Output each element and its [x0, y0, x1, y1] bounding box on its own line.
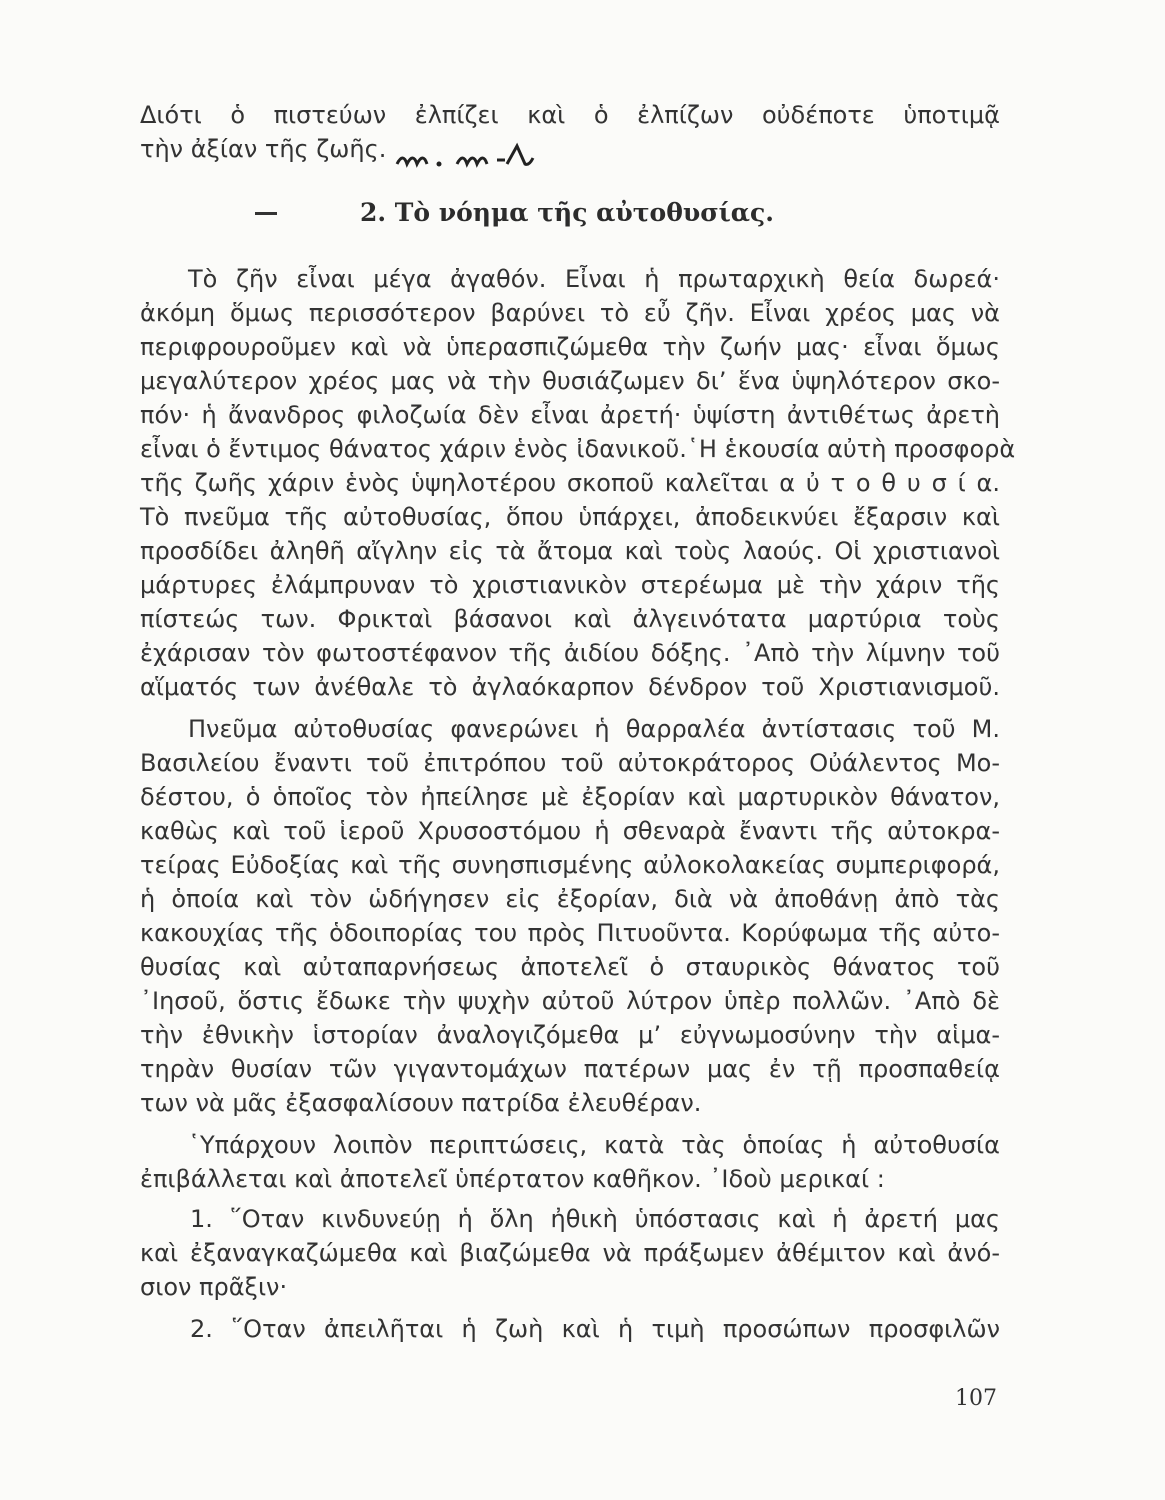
- text-line: ἡ ὁποία καὶ τὸν ὡδήγησεν εἰς ἐξορίαν, διὰ νὰ ἀποθάνῃ ἀπὸ τὰς: [140, 885, 1000, 913]
- text-line: αἵματός των ἀνέθαλε τὸ ἀγλαόκαρπον δένδρον τοῦ Χριστιανισμοῦ.: [140, 673, 1000, 701]
- text-line: ᾿Ιησοῦ, ὅστις ἔδωκε τὴν ψυχὴν αὐτοῦ λύτρον ὑπὲρ πολλῶν. ᾿Απὸ δὲ: [140, 987, 1000, 1015]
- text-line: κακουχίας τῆς ὁδοιπορίας του πρὸς Πιτυοῦντα. Κορύφωμα τῆς αὐτο-: [140, 919, 1000, 947]
- text-line: θυσίας καὶ αὐταπαρνήσεως ἀποτελεῖ ὁ σταυρικὸς θάνατος τοῦ: [140, 953, 1000, 981]
- text-line: μάρτυρες ἐλάμπρυναν τὸ χριστιανικὸν στερέωμα μὲ τὴν χάριν τῆς: [140, 571, 1000, 599]
- list-item-continuation: σιον πρᾶξιν·: [140, 1273, 288, 1301]
- text-line: τηρὰν θυσίαν τῶν γιγαντομάχων πατέρων μας ἐν τῇ προσπαθείᾳ: [140, 1055, 1000, 1083]
- text-line: περιφρουροῦμεν καὶ νὰ ὑπερασπιζώμεθα τὴν ζωήν μας· εἶναι ὅμως: [140, 333, 1000, 361]
- text-line: Τὸ πνεῦμα τῆς αὐτοθυσίας, ὅπου ὑπάρχει, ἀποδεικνύει ἔξαρσιν καὶ: [140, 503, 1000, 531]
- text-line: πόν· ἡ ἄνανδρος φιλοζωία δὲν εἶναι ἀρετή· ὑψίστη ἀντιθέτως ἀρετὴ: [140, 401, 1000, 429]
- text-line: καθὼς καὶ τοῦ ἱεροῦ Χρυσοστόμου ἡ σθεναρὰ ἔναντι τῆς αὐτοκρα-: [140, 817, 1000, 845]
- text-line: Διότι ὁ πιστεύων ἐλπίζει καὶ ὁ ἐλπίζων οὐδέποτε ὑποτιμᾷ: [140, 101, 1000, 129]
- section-heading: 2. Τὸ νόημα τῆς αὐτοθυσίας.: [360, 198, 774, 227]
- text-line: τείρας Εὐδοξίας καὶ τῆς συνησπισμένης αὐλοκολακείας συμπεριφορά,: [140, 851, 1000, 879]
- text-line: προσδίδει ἀληθῆ αἴγλην εἰς τὰ ἄτομα καὶ τοὺς λαούς. Οἱ χριστιανοὶ: [140, 537, 1000, 565]
- text-line: Τὸ ζῆν εἶναι μέγα ἀγαθόν. Εἶναι ἡ πρωταρχικὴ θεία δωρεά·: [188, 265, 1000, 293]
- page-number: 107: [955, 1386, 997, 1411]
- text-line: πίστεώς των. Φρικταὶ βάσανοι καὶ ἀλγεινότατα μαρτύρια τοὺς: [140, 605, 1000, 633]
- text-line: ἐχάρισαν τὸν φωτοστέφανον τῆς ἀιδίου δόξης. ᾿Απὸ τὴν λίμνην τοῦ: [140, 639, 1000, 667]
- text-line: ῾Υπάρχουν λοιπὸν περιπτώσεις, κατὰ τὰς ὁποίας ἡ αὐτοθυσία: [188, 1131, 1000, 1159]
- text-line: των νὰ μᾶς ἐξασφαλίσουν πατρίδα ἐλευθέραν.: [140, 1089, 702, 1117]
- list-item-continuation: καὶ ἐξαναγκαζώμεθα καὶ βιαζώμεθα νὰ πράξωμεν ἀθέμιτον καὶ ἀνό-: [140, 1239, 1000, 1267]
- handwritten-annotation: [395, 134, 585, 178]
- list-item: 1. ῞Οταν κινδυνεύῃ ἡ ὅλη ἠθικὴ ὑπόστασις καὶ ἡ ἀρετή μας: [190, 1205, 1000, 1233]
- heading-dash: [255, 212, 277, 215]
- text-line: τῆς ζωῆς χάριν ἑνὸς ὑψηλοτέρου σκοποῦ καλεῖται α ὐ τ ο θ υ σ ί α.: [140, 469, 1000, 497]
- text-line: μεγαλύτερον χρέος μας νὰ τὴν θυσιάζωμεν δι’ ἕνα ὑψηλότερον σκο-: [140, 367, 1000, 395]
- text-line: ἀκόμη ὅμως περισσότερον βαρύνει τὸ εὖ ζῆν. Εἶναι χρέος μας νὰ: [140, 299, 1000, 327]
- text-line: εἶναι ὁ ἔντιμος θάνατος χάριν ἑνὸς ἰδανικοῦ.῾Η ἑκουσία αὐτὴ προσφορὰ: [140, 435, 1016, 463]
- text-line: Βασιλείου ἔναντι τοῦ ἐπιτρόπου τοῦ αὐτοκράτορος Οὐάλεντος Μο-: [140, 749, 1000, 777]
- text-line: τὴν ἀξίαν τῆς ζωῆς.: [140, 135, 387, 163]
- text-line: δέστου, ὁ ὁποῖος τὸν ἠπείλησε μὲ ἐξορίαν καὶ μαρτυρικὸν θάνατον,: [140, 783, 1000, 811]
- list-item: 2. ῞Οταν ἀπειλῆται ἡ ζωὴ καὶ ἡ τιμὴ προσώπων προσφιλῶν: [190, 1315, 1000, 1343]
- text-line: τὴν ἐθνικὴν ἱστορίαν ἀναλογιζόμεθα μ’ εὐγνωμοσύνην τὴν αἱμα-: [140, 1021, 1000, 1049]
- text-line: Πνεῦμα αὐτοθυσίας φανερώνει ἡ θαρραλέα ἀντίστασις τοῦ Μ.: [188, 715, 1000, 743]
- text-line: ἐπιβάλλεται καὶ ἀποτελεῖ ὑπέρτατον καθῆκον. ᾿Ιδοὺ μερικαί :: [140, 1165, 885, 1193]
